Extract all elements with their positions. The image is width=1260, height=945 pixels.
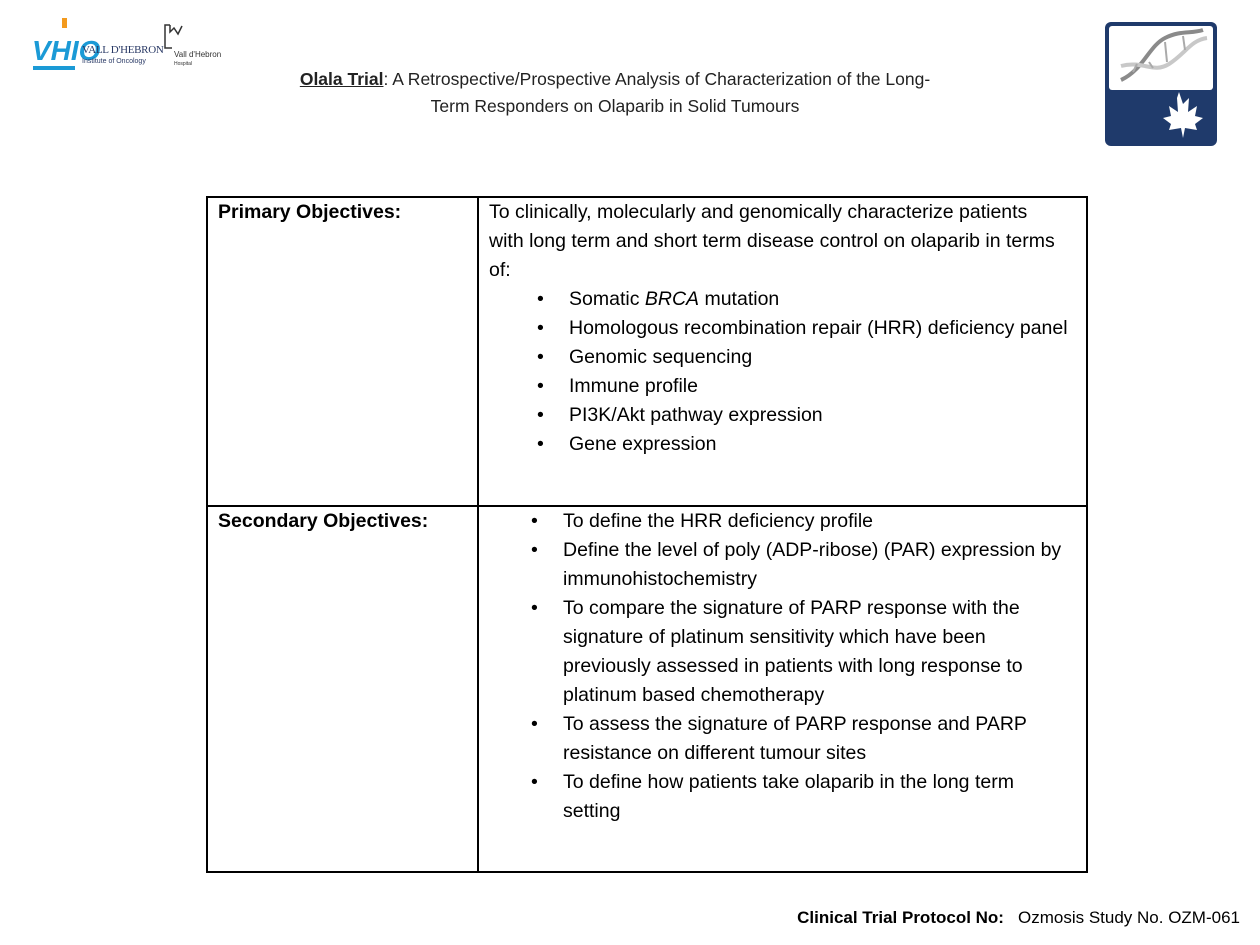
list-item: • Define the level of poly (ADP-ribose) (PAR) expression by immunohistochemistry	[563, 536, 1072, 594]
primary-objectives-label-cell	[207, 197, 478, 506]
primary-objectives-intro: To clinically, molecularly and genomically characterize patients with long term and short term disease control on olaparib in terms of:	[489, 201, 1055, 281]
hospital-logo-subtitle: Hospital	[174, 61, 193, 67]
document-title	[220, 66, 1010, 120]
bullet-italic-term: BRCA	[644, 288, 700, 310]
vhio-logo-subtitle: Institute of Oncology	[82, 58, 146, 65]
secondary-objectives-label: Secondary Objectives:	[218, 510, 429, 532]
hospital-logo-name: Vall d'Hebron	[174, 50, 222, 59]
primary-objectives-list	[489, 285, 1086, 459]
list-item: • Gene expression	[569, 430, 1086, 459]
vhio-logo-name: VALL D'HEBRON	[82, 44, 164, 56]
title-line1-rest: : A Retrospective/Prospective Analysis of Characterization of the Long-	[383, 69, 931, 89]
secondary-objectives-content-cell	[478, 506, 1087, 872]
list-item: • To define how patients take olaparib in the long term setting	[563, 768, 1072, 826]
hospital-logo	[162, 22, 222, 72]
vhio-logo	[30, 14, 164, 76]
title-trial-name: Olala Trial	[299, 69, 384, 89]
protocol-number-value: Ozmosis Study No. OZM-061	[1017, 908, 1240, 927]
vhio-mark-icon	[30, 14, 101, 76]
list-item: • Homologous recombination repair (HRR) deficiency panel	[569, 314, 1086, 343]
bullet-suffix: mutation	[699, 288, 780, 310]
svg-text:VHIO: VHIO	[32, 35, 101, 66]
hospital-mark-icon	[162, 22, 192, 50]
protocol-footer	[797, 908, 1240, 928]
list-item: • To define the HRR deficiency profile	[563, 507, 1072, 536]
list-item: • PI3K/Akt pathway expression	[569, 401, 1086, 430]
title-line2: Term Responders on Olaparib in Solid Tumours	[430, 96, 800, 116]
dna-maple-leaf-logo-icon	[1103, 20, 1219, 148]
secondary-objectives-row	[207, 506, 1087, 872]
list-item: • To assess the signature of PARP response and PARP resistance on different tumour sites	[563, 710, 1072, 768]
objectives-table	[206, 196, 1088, 873]
secondary-objectives-list	[489, 507, 1086, 826]
list-item: • Immune profile	[569, 372, 1086, 401]
primary-objectives-content-cell	[478, 197, 1087, 506]
primary-objectives-label: Primary Objectives:	[218, 201, 402, 223]
bullet-prefix: Somatic	[569, 288, 645, 310]
list-item: • To compare the signature of PARP response with the signature of platinum sensitivity which have been previously assessed in patients with long response to platinum based chemotherapy	[563, 594, 1072, 710]
list-item	[569, 285, 1086, 314]
list-item: • Genomic sequencing	[569, 343, 1086, 372]
protocol-number-label: Clinical Trial Protocol No:	[797, 908, 1004, 927]
primary-objectives-row	[207, 197, 1087, 506]
secondary-objectives-label-cell	[207, 506, 478, 872]
